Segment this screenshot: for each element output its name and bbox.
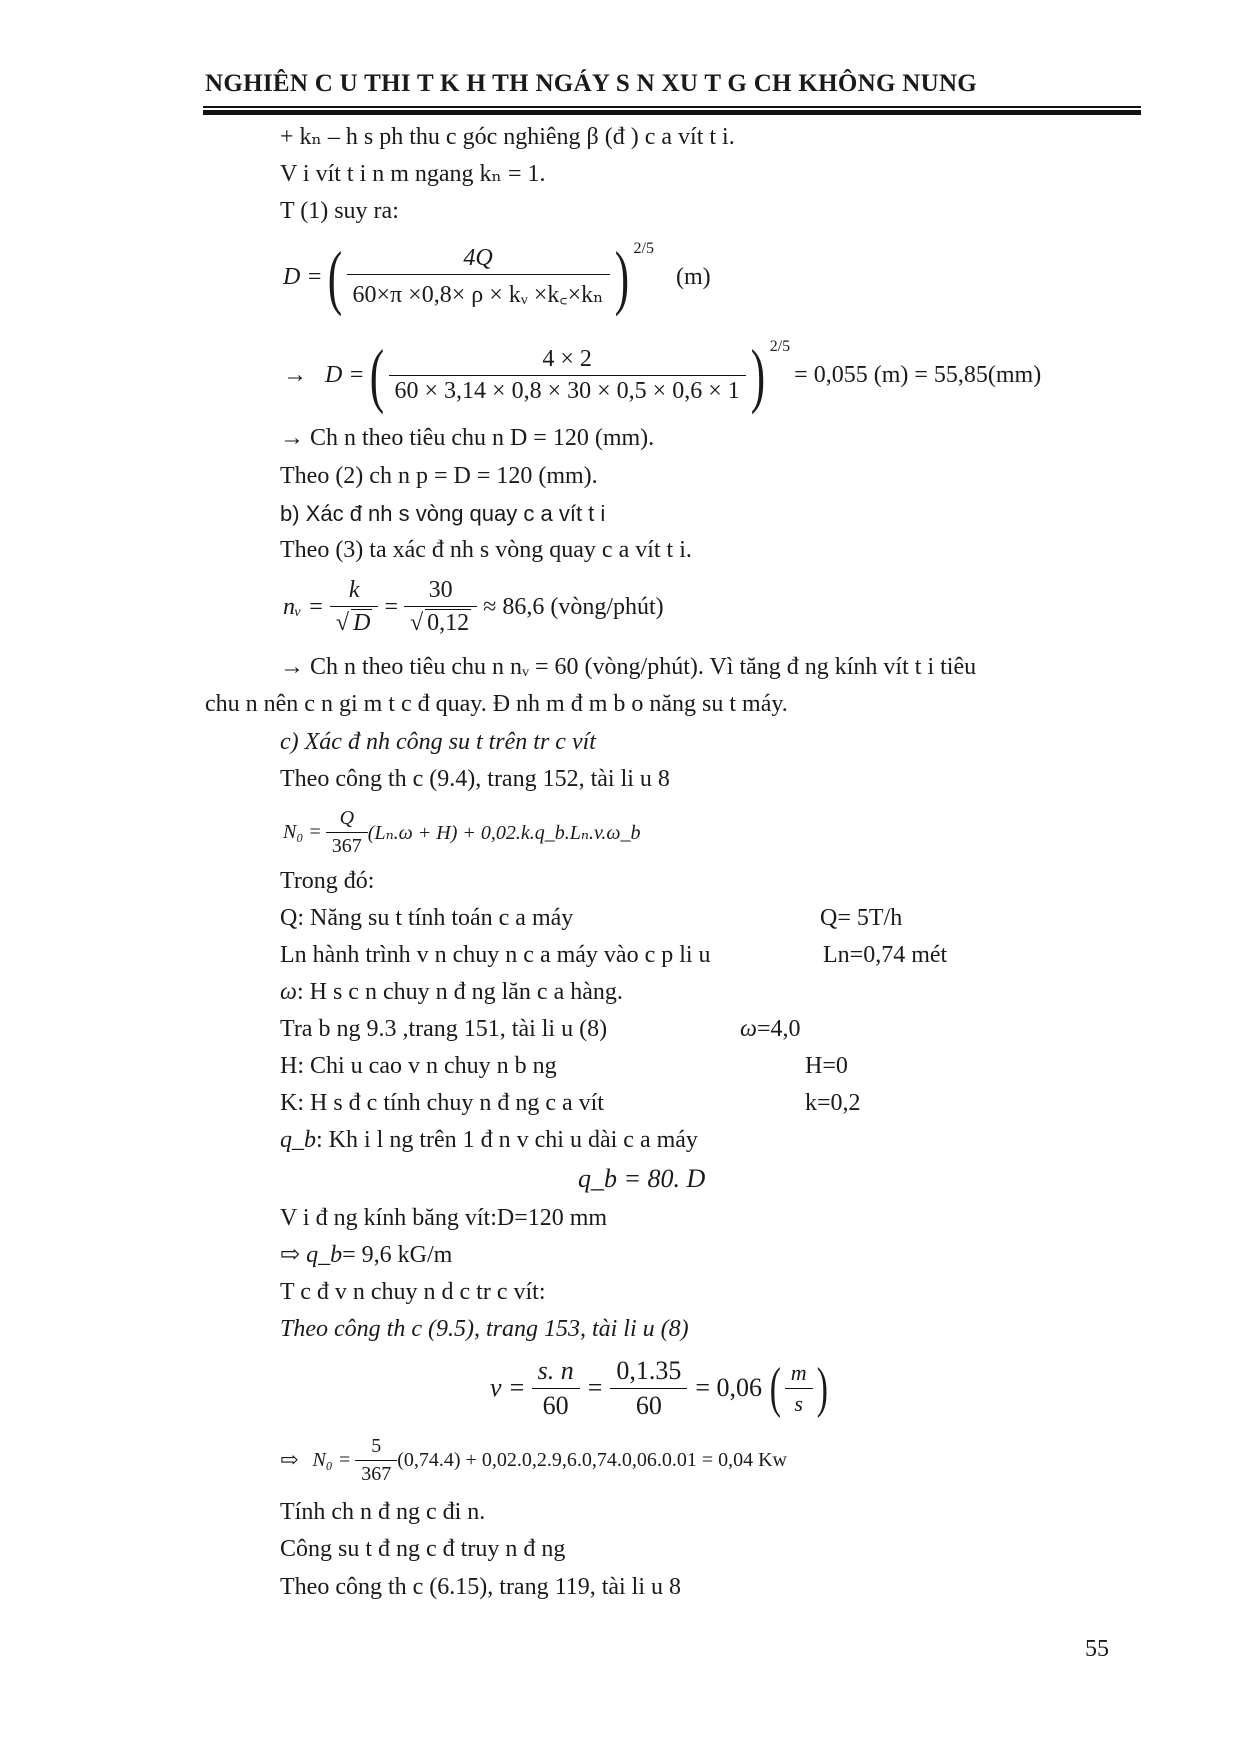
denominator: √ D: [335, 610, 371, 636]
text-line: Theo công th c (6.15), trang 119, tài li u 8: [280, 1574, 682, 1600]
text-line: V i vít t i n m ngang kₙ = 1.: [280, 161, 546, 187]
text-line: Trong đó:: [280, 868, 375, 894]
omega-symbol: ω: [280, 979, 297, 1005]
denominator: 367: [331, 834, 362, 857]
text-line: Q: Năng su t tính toán c a máy: [280, 905, 574, 931]
right-paren: ): [614, 237, 629, 317]
text-line: Tính ch n đ ng c đi n.: [280, 1499, 486, 1525]
fraction: [326, 807, 368, 858]
text-line: T c đ v n chuy n d c tr c vít:: [280, 1279, 546, 1305]
numerator: 5: [355, 1435, 397, 1461]
header-rule-thick: [203, 110, 1141, 115]
value-label: Ln=0,74 mét: [823, 942, 948, 968]
result: = 0,06: [695, 1373, 763, 1402]
text-line: Theo công th c (9.4), trang 152, tài li u 8: [280, 766, 670, 792]
numerator: 4Q: [347, 245, 610, 275]
numerator: 0,1.35: [610, 1356, 687, 1389]
text-line: chu n nên c n gi m t c đ quay. Đ nh m đ m b o năng su t máy.: [205, 691, 788, 717]
left-paren: (: [327, 237, 342, 317]
formula-velocity: v = $\frac{s. n}{60}$ = $\frac{0,1.35}{60}$ = 0,06 ( $\frac{m}{s}$ ): [490, 1355, 828, 1420]
section-heading: c) Xác đ nh công su t trên tr c vít: [280, 729, 596, 755]
header-rule-thin: [203, 106, 1141, 108]
page-number: 55: [1085, 1636, 1109, 1662]
formula-rhs: (0,74.4) + 0,02.0,2.9,6.0,74.0,06.0.01 = 0,04 Kw: [397, 1448, 787, 1471]
denominator: 60: [542, 1390, 569, 1420]
text-line: T (1) suy ra:: [280, 198, 399, 224]
text-line: Theo (2) ch n p = D = 120 (mm).: [280, 463, 598, 489]
formula-lhs: D =: [283, 263, 323, 290]
text-line: Theo công th c (9.5), trang 153, tài li u (8): [280, 1316, 689, 1342]
formula-power-result: [280, 1430, 787, 1490]
fraction: [404, 577, 477, 637]
value-label: Q= 5T/h: [820, 905, 903, 931]
arrow-icon: ⇨: [280, 1447, 299, 1472]
numerator: 30: [404, 577, 477, 607]
text-line: Công su t đ ng c đ truy n đ ng: [280, 1536, 566, 1562]
fraction: [532, 1356, 580, 1421]
text-line: + kₙ – h s ph thu c góc nghiêng β (đ ) c a vít t i.: [280, 124, 735, 150]
radicand: 0,12: [427, 610, 470, 636]
qb-symbol: q_b: [306, 1242, 343, 1268]
text-line: → Ch n theo tiêu chu n nᵥ = 60 (vòng/phút). Vì tăng đ ng kính vít t i tiêu: [280, 654, 977, 680]
formula-lhs: nᵥ =: [283, 593, 324, 620]
text-line: Tra b ng 9.3 ,trang 151, tài li u (8): [280, 1016, 608, 1042]
text-line: Ln hành trình v n chuy n c a máy vào c p li u: [280, 942, 711, 968]
unit: (m): [676, 263, 711, 290]
numerator: k: [330, 577, 379, 607]
text-line: K: H s đ c tính chuy n đ ng c a vít: [280, 1090, 604, 1116]
numerator: m: [785, 1360, 813, 1389]
denominator: √ 0,12: [409, 610, 470, 636]
text-line: ⇨ q_b= 9,6 kG/m: [280, 1242, 453, 1268]
text-line: q_b: Kh i l ng trên 1 đ n v chi u dài c a máy: [280, 1127, 698, 1153]
formula-rotation-speed: nᵥ = $\frac{k}{√ D}$ = $\frac{30}{√ 0,12}$ ≈ 86,6 (vòng/phút): [283, 577, 664, 636]
formula-lhs: N₀ =: [283, 820, 322, 843]
fraction: [389, 346, 746, 405]
value-label: ω=4,0: [740, 1016, 801, 1042]
omega-symbol: ω: [740, 1016, 757, 1042]
numerator: s. n: [532, 1356, 580, 1389]
formula-lhs: N₀ =: [312, 1448, 352, 1471]
running-header: NGHIÊN C U THI T K H TH NGÁY S N XU T G CH KHÔNG NUNG: [205, 70, 978, 97]
arrow-icon: →: [283, 361, 307, 388]
arrow-icon: ⇨: [280, 1242, 301, 1268]
text-line: V i đ ng kính băng vít:D=120 mm: [280, 1205, 608, 1231]
denominator: 60: [635, 1390, 662, 1420]
formula-diameter-value: [283, 330, 1041, 420]
left-paren: (: [369, 335, 384, 415]
numerator: 4 × 2: [389, 346, 746, 376]
formula-lhs: v =: [490, 1373, 526, 1402]
text-line: ω: H s c n chuy n đ ng lăn c a hàng.: [280, 979, 623, 1005]
fraction: [610, 1356, 687, 1421]
fraction: [330, 577, 379, 637]
denominator: s: [794, 1390, 803, 1416]
result: = 0,055 (m) = 55,85(mm): [794, 361, 1042, 388]
denominator: 367: [361, 1462, 392, 1485]
numerator: Q: [326, 807, 368, 833]
text-line: Theo (3) ta xác đ nh s vòng quay c a vít t i.: [280, 537, 692, 563]
denominator: 60×π ×0,8× ρ × kᵥ ×k꜀×kₙ: [352, 281, 604, 308]
qb-symbol: q_b: [280, 1127, 316, 1153]
unit-fraction: [785, 1360, 813, 1417]
fraction: [347, 245, 610, 310]
exponent: 2/5: [633, 240, 654, 257]
text-line: H: Chi u cao v n chuy n b ng: [280, 1053, 557, 1079]
radicand: D: [353, 610, 371, 636]
formula-power: [283, 802, 641, 862]
value-label: H=0: [805, 1053, 848, 1079]
denominator: 60 × 3,14 × 0,8 × 30 × 0,5 × 0,6 × 1: [394, 377, 740, 404]
formula-diameter: [283, 232, 711, 322]
fraction: [355, 1435, 397, 1486]
exponent: 2/5: [769, 338, 791, 355]
text-line: → Ch n theo tiêu chu n D = 120 (mm).: [280, 425, 655, 451]
formula-lhs: D =: [325, 361, 365, 388]
right-paren: ): [750, 335, 765, 415]
formula-rhs: (Lₙ.ω + H) + 0,02.k.q_b.Lₙ.v.ω_b: [367, 821, 641, 844]
section-heading: b) Xác đ nh s vòng quay c a vít t i: [280, 501, 606, 526]
formula-qb: q_b = 80. D: [578, 1164, 706, 1193]
result: ≈ 86,6 (vòng/phút): [483, 593, 664, 620]
value-label: k=0,2: [805, 1090, 861, 1116]
